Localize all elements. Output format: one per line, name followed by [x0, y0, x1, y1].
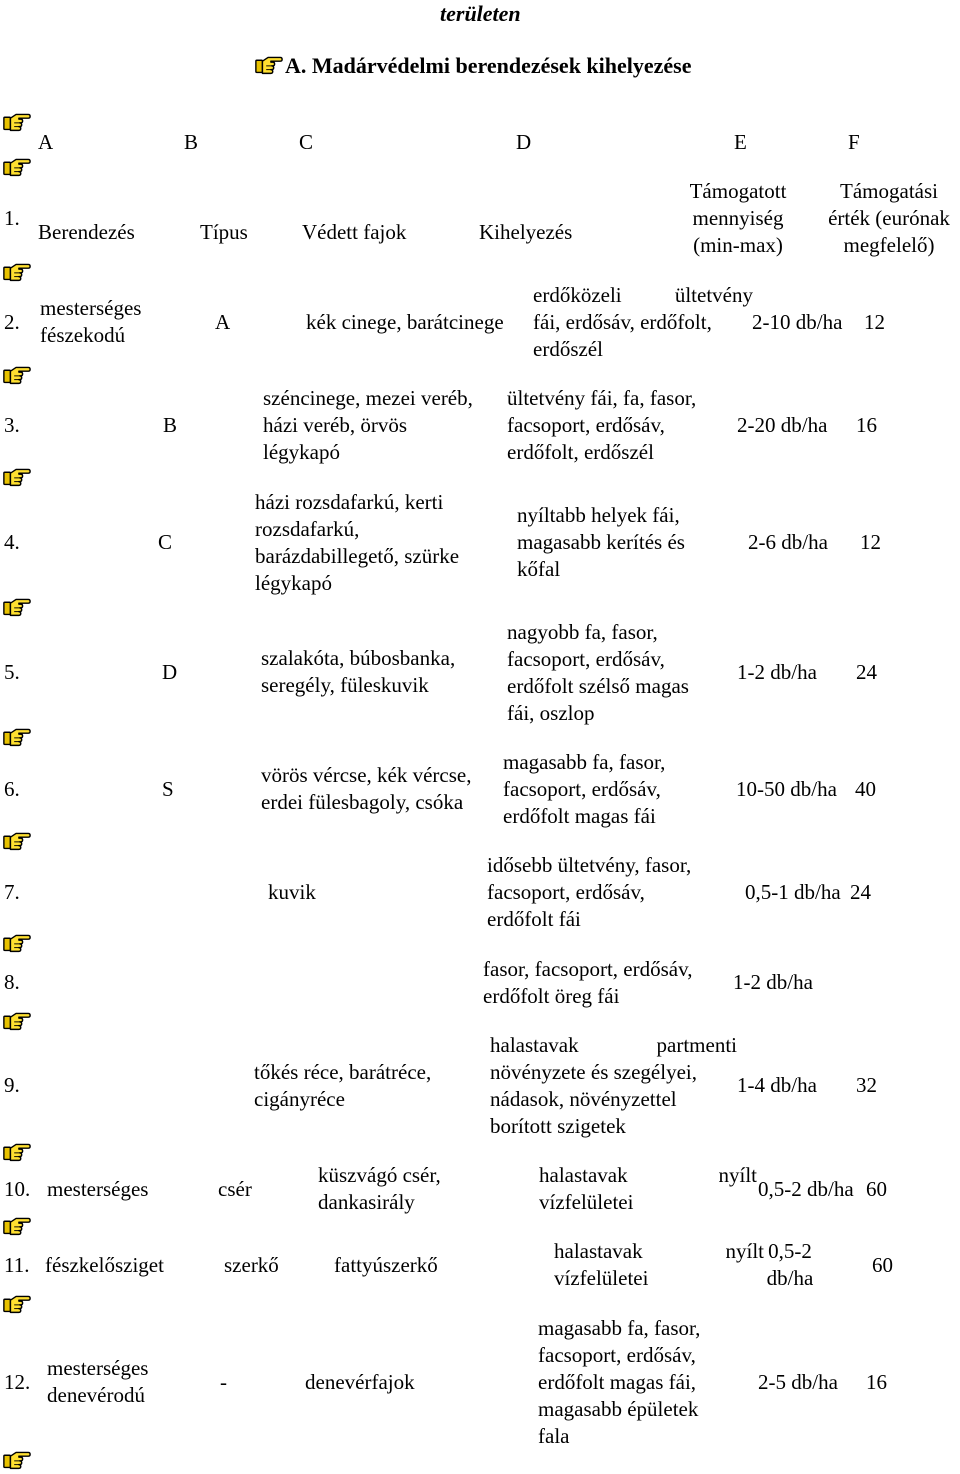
cell-berendezes: fészkelősziget: [45, 1253, 164, 1277]
cell-line: seregély, füleskuvik: [261, 673, 429, 697]
cell-line: erdőfolt szélső magas: [507, 674, 689, 698]
cell-line: fala: [538, 1424, 570, 1448]
cell-line: vízfelületei: [539, 1190, 634, 1214]
header-line: megfelelő): [843, 233, 935, 257]
row-number: 3.: [4, 413, 20, 437]
cell-line: facsoport, erdősáv,: [507, 413, 665, 437]
cell-tipus: C: [158, 530, 173, 554]
cell-line: fasor, facsoport, erdősáv,: [483, 957, 693, 981]
cell-berendezes: mesterséges: [47, 1177, 149, 1201]
cell-vedett-fajok: fattyúszerkő: [334, 1253, 438, 1277]
pointing-hand-icon: [2, 723, 32, 749]
cell-vedett-fajok: [318, 1162, 441, 1216]
cell-ertek: 60: [866, 1177, 887, 1201]
cell-line: magasabb fa, fasor,: [503, 750, 666, 774]
cell-tipus: D: [162, 660, 178, 684]
cell-mennyiseg: 2-20 db/ha: [737, 413, 828, 437]
cell-kihelyezes: [517, 502, 685, 583]
cell-ertek: 24: [856, 660, 877, 684]
cell-ertek: 32: [856, 1073, 877, 1097]
pointing-hand-icon: [2, 258, 32, 284]
cell-line: magasabb épületek: [538, 1397, 699, 1421]
section-a-title: A. Madárvédelmi berendezések kihelyezése: [285, 53, 692, 78]
pointing-hand-icon: [2, 827, 32, 853]
cell-mennyiseg: [763, 1238, 817, 1292]
cell-line: légykapó: [263, 440, 340, 464]
row-number: 4.: [4, 530, 20, 554]
pointing-hand-icon: [2, 929, 32, 955]
cell-line: cigányréce: [254, 1087, 345, 1111]
pointing-hand-icon: [2, 153, 32, 179]
row-number: 1.: [4, 206, 20, 230]
cell-line: idősebb ültetvény, fasor,: [487, 853, 692, 877]
cell-line: denevérodú: [47, 1383, 145, 1407]
word: partmenti: [656, 1033, 737, 1057]
cell-berendezes: [40, 295, 141, 349]
cell-line: [533, 282, 753, 309]
header-kihelyezes: Kihelyezés: [479, 220, 573, 244]
word: halastavak: [554, 1239, 643, 1263]
cell-mennyiseg: 2-5 db/ha: [758, 1370, 838, 1394]
row-number: 11.: [4, 1253, 30, 1277]
header-tamogatasi-ertek: [820, 178, 958, 259]
row-number: 9.: [4, 1073, 20, 1097]
cell-mennyiseg: 1-2 db/ha: [737, 660, 817, 684]
cell-line: kőfal: [517, 557, 561, 581]
cell-line: házi veréb, örvös: [263, 413, 408, 437]
row-number: 5.: [4, 660, 20, 684]
cell-line: erdőszél: [533, 337, 603, 361]
row-number: 6.: [4, 777, 20, 801]
cell-ertek: 12: [864, 310, 885, 334]
cell-line: vízfelületei: [554, 1266, 649, 1290]
cell-line: légykapó: [255, 571, 332, 595]
cell-line: fészekodú: [40, 323, 126, 347]
cell-line: erdőfolt magas fái,: [538, 1370, 697, 1394]
cell-vedett-fajok: denevérfajok: [305, 1370, 415, 1394]
cell-kihelyezes: [503, 749, 665, 830]
cell-line: fái, erdősáv, erdőfolt,: [533, 310, 712, 334]
cell-line: mesterséges: [40, 296, 142, 320]
cell-tipus: csér: [218, 1177, 252, 1201]
cell-line: erdőfolt fái: [487, 907, 581, 931]
column-label-b: B: [184, 130, 199, 154]
cell-mennyiseg: 10-50 db/ha: [736, 777, 837, 801]
cell-mennyiseg: 1-4 db/ha: [737, 1073, 817, 1097]
cell-line: [490, 1032, 737, 1059]
cell-vedett-fajok: [254, 1059, 431, 1113]
word: nyílt: [725, 1239, 764, 1263]
cell-line: borított szigetek: [490, 1114, 626, 1138]
column-label-c: C: [299, 130, 314, 154]
cell-kihelyezes: [554, 1238, 764, 1292]
cell-line: dankasirály: [318, 1190, 415, 1214]
row-number: 2.: [4, 310, 20, 334]
header-line: (min-max): [693, 233, 783, 257]
cell-line: tőkés réce, barátréce,: [254, 1060, 432, 1084]
header-tipus: Típus: [200, 220, 248, 244]
cell-ertek: 40: [855, 777, 876, 801]
cell-line: db/ha: [766, 1266, 814, 1290]
cell-mennyiseg: 2-6 db/ha: [748, 530, 828, 554]
cell-kihelyezes: [490, 1032, 737, 1140]
cell-line: erdei fülesbagoly, csóka: [261, 790, 464, 814]
column-label-a: A: [38, 130, 54, 154]
cell-vedett-fajok: [261, 762, 472, 816]
header-line: mennyiség: [692, 206, 784, 230]
pointing-hand-icon: [2, 1138, 32, 1164]
cell-line: magasabb fa, fasor,: [538, 1316, 701, 1340]
cell-ertek: 24: [850, 880, 871, 904]
cell-line: [539, 1162, 757, 1189]
word: halastavak: [490, 1033, 579, 1057]
cell-line: nagyobb fa, fasor,: [507, 620, 658, 644]
header-tamogatott-mennyiseg: [683, 178, 793, 259]
word: halastavak: [539, 1163, 628, 1187]
cell-kihelyezes: [507, 619, 689, 727]
cell-line: facsoport, erdősáv,: [507, 647, 665, 671]
cell-line: rozsdafarkú,: [255, 517, 360, 541]
header-berendezes: Berendezés: [38, 220, 135, 244]
word: nyílt: [718, 1163, 757, 1187]
cell-line: vörös vércse, kék vércse,: [261, 763, 472, 787]
column-label-d: D: [516, 130, 532, 154]
cell-line: facsoport, erdősáv,: [503, 777, 661, 801]
cell-vedett-fajok: [261, 645, 455, 699]
cell-tipus: szerkő: [224, 1253, 279, 1277]
cell-mennyiseg: 0,5-2 db/ha: [758, 1177, 854, 1201]
word: ültetvény: [674, 283, 753, 307]
cell-tipus: A: [215, 310, 231, 334]
cell-line: küszvágó csér,: [318, 1163, 441, 1187]
cell-vedett-fajok: [263, 385, 473, 466]
cell-line: növényzete és szegélyei,: [490, 1060, 697, 1084]
cell-line: 0,5-2: [768, 1239, 812, 1263]
pointing-hand-icon: [2, 593, 32, 619]
header-line: Támogatási: [840, 179, 938, 203]
cell-line: nádasok, növényzettel: [490, 1087, 677, 1111]
cell-vedett-fajok: kék cinege, barátcinege: [306, 310, 504, 334]
pointing-hand-icon: [2, 361, 32, 387]
word: erdőközeli: [533, 283, 622, 307]
cell-line: ültetvény fái, fa, fasor,: [507, 386, 697, 410]
cell-kihelyezes: [487, 852, 691, 933]
cell-line: barázdabillegető, szürke: [255, 544, 460, 568]
pointing-hand-icon: [2, 1290, 32, 1316]
row-number: 8.: [4, 970, 20, 994]
row-number: 10.: [4, 1177, 31, 1201]
cell-kihelyezes: [538, 1315, 700, 1450]
row-number: 12.: [4, 1370, 31, 1394]
cell-line: facsoport, erdősáv,: [487, 880, 645, 904]
cell-mennyiseg: 0,5-1 db/ha: [745, 880, 841, 904]
header-vedett-fajok: Védett fajok: [302, 220, 407, 244]
header-line: érték (eurónak: [828, 206, 950, 230]
cell-kihelyezes: [533, 282, 753, 363]
cell-line: szalakóta, búbosbanka,: [261, 646, 456, 670]
cell-line: erdőfolt öreg fái: [483, 984, 620, 1008]
column-label-e: E: [734, 130, 747, 154]
cell-vedett-fajok: [255, 489, 459, 597]
cell-line: mesterséges: [47, 1356, 149, 1380]
cell-mennyiseg: 2-10 db/ha: [752, 310, 843, 334]
cell-ertek: 12: [860, 530, 881, 554]
cell-ertek: 16: [856, 413, 877, 437]
cell-line: magasabb kerítés és: [517, 530, 685, 554]
cell-line: házi rozsdafarkú, kerti: [255, 490, 444, 514]
cell-kihelyezes: [507, 385, 696, 466]
pointing-hand-icon: [2, 1007, 32, 1033]
pointing-hand-icon: [2, 1212, 32, 1238]
cell-berendezes: [47, 1355, 148, 1409]
cell-tipus: B: [163, 413, 178, 437]
cell-tipus: S: [162, 777, 174, 801]
pointing-hand-icon: [2, 108, 32, 134]
cell-ertek: 60: [872, 1253, 893, 1277]
page-heading: területen: [440, 1, 521, 26]
cell-tipus: -: [220, 1370, 227, 1394]
cell-line: fái, oszlop: [507, 701, 595, 725]
cell-ertek: 16: [866, 1370, 887, 1394]
cell-mennyiseg: 1-2 db/ha: [733, 970, 813, 994]
cell-vedett-fajok: kuvik: [268, 880, 316, 904]
row-number: 7.: [4, 880, 20, 904]
cell-line: erdőfolt, erdőszél: [507, 440, 654, 464]
pointing-hand-icon: [254, 51, 284, 77]
cell-kihelyezes: [483, 956, 692, 1010]
cell-line: erdőfolt magas fái: [503, 804, 656, 828]
column-label-f: F: [848, 130, 860, 154]
pointing-hand-icon: [2, 1446, 32, 1472]
header-line: Támogatott: [689, 179, 787, 203]
cell-line: [554, 1238, 764, 1265]
pointing-hand-icon: [2, 463, 32, 489]
cell-line: széncinege, mezei veréb,: [263, 386, 473, 410]
cell-line: facsoport, erdősáv,: [538, 1343, 696, 1367]
cell-kihelyezes: [539, 1162, 757, 1216]
cell-line: nyíltabb helyek fái,: [517, 503, 680, 527]
